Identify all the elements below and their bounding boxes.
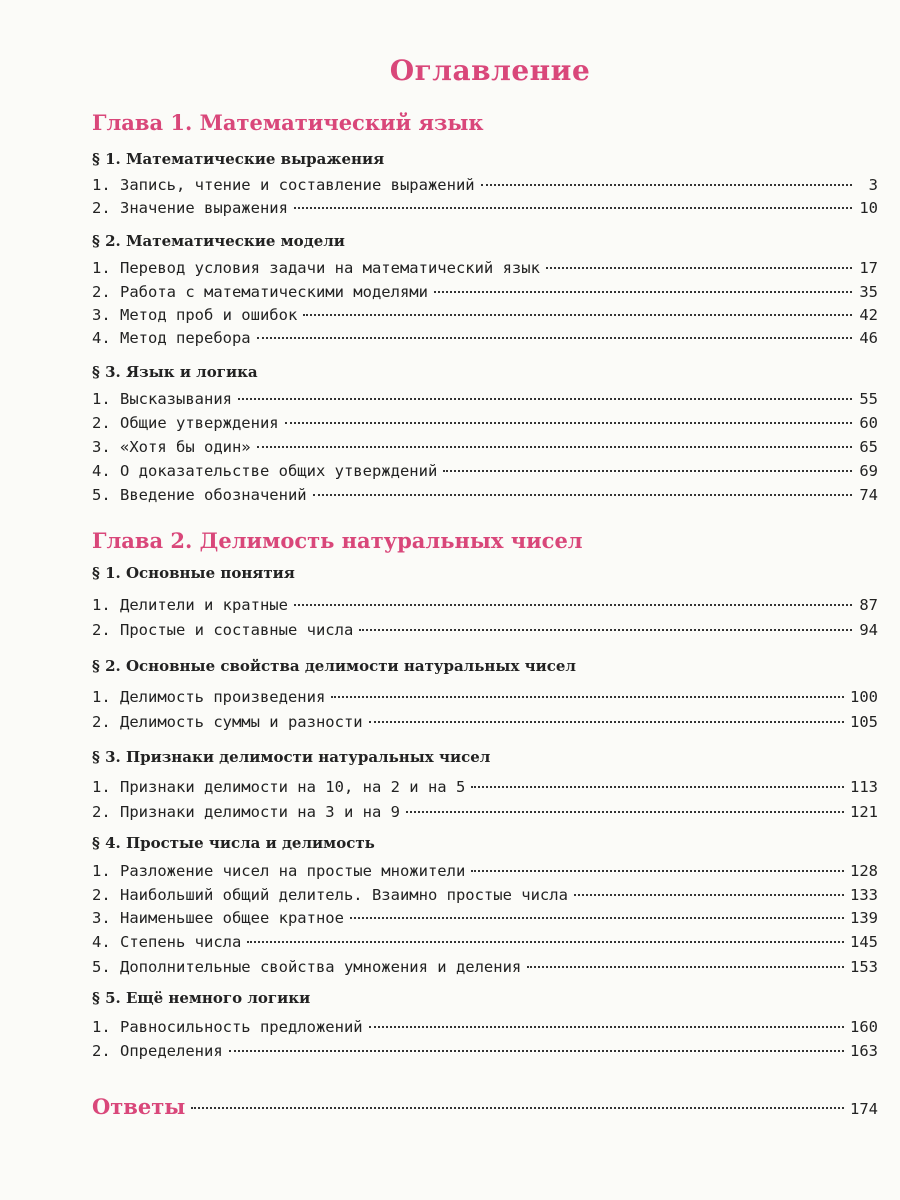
dot-leader	[247, 941, 844, 943]
dot-leader	[229, 1050, 844, 1052]
answers-entry[interactable]	[92, 1094, 878, 1120]
toc-entry-label: 1. Делимость произведения	[92, 688, 326, 706]
toc-entry-label: 5. Дополнительные свойства умножения и деления	[92, 958, 522, 976]
dot-leader	[471, 870, 844, 872]
toc-entry-page: 133	[850, 886, 878, 904]
toc-entry-label: 2. Признаки делимости на 3 и на 9	[92, 803, 400, 821]
toc-entry-label: 1. Равносильность предложений	[92, 1018, 363, 1036]
toc-entry[interactable]	[92, 596, 878, 618]
section-title: § 1. Основные понятия	[92, 564, 295, 582]
toc-entry[interactable]	[92, 486, 878, 508]
toc-entry[interactable]	[92, 176, 878, 198]
toc-entry-label: 3. Наименьшее общее кратное	[92, 909, 344, 927]
toc-entry[interactable]	[92, 438, 878, 460]
dot-leader	[369, 1026, 844, 1028]
page-title: Оглавление	[389, 54, 591, 87]
toc-entry-label: 1. Высказывания	[92, 390, 232, 408]
toc-entry-label: 3. Метод проб и ошибок	[92, 306, 298, 324]
dot-leader	[406, 811, 844, 813]
toc-entry-label: 2. Общие утверждения	[92, 414, 279, 432]
toc-entry[interactable]	[92, 1018, 878, 1040]
toc-entry-page: 3	[868, 176, 878, 194]
toc-entry-page: 46	[859, 329, 878, 347]
toc-entry[interactable]	[92, 329, 878, 351]
toc-entry-page: 121	[850, 803, 878, 821]
toc-entry-page: 87	[859, 596, 878, 614]
toc-entry-label: 1. Делители и кратные	[92, 596, 288, 614]
toc-entry-page: 113	[850, 778, 878, 796]
dot-leader	[294, 604, 852, 606]
toc-entry[interactable]	[92, 414, 878, 436]
toc-entry-label: 1. Запись, чтение и составление выражений	[92, 176, 475, 194]
dot-leader	[359, 629, 852, 631]
toc-entry-label: 4. Метод перебора	[92, 329, 251, 347]
dot-leader	[313, 494, 852, 496]
dot-leader	[238, 398, 852, 400]
toc-entry[interactable]	[92, 909, 878, 931]
dot-leader	[331, 696, 844, 698]
toc-entry-page: 160	[850, 1018, 878, 1036]
dot-leader	[481, 184, 852, 186]
toc-entry-page: 128	[850, 862, 878, 880]
answers-label: Ответы	[92, 1094, 186, 1119]
toc-entry[interactable]	[92, 713, 878, 735]
toc-entry-page: 35	[859, 283, 878, 301]
toc-entry-page: 17	[859, 259, 878, 277]
toc-entry-page: 55	[859, 390, 878, 408]
toc-entry-page: 163	[850, 1042, 878, 1060]
toc-entry-page: 100	[850, 688, 878, 706]
dot-leader	[471, 786, 844, 788]
toc-entry-page: 74	[859, 486, 878, 504]
toc-entry-page: 94	[859, 621, 878, 639]
answers-page: 174	[850, 1100, 878, 1118]
toc-entry-label: 2. Простые и составные числа	[92, 621, 354, 639]
toc-entry-label: 2. Делимость суммы и разности	[92, 713, 363, 731]
toc-entry-page: 105	[850, 713, 878, 731]
toc-entry[interactable]	[92, 462, 878, 484]
toc-entry-label: 1. Разложение чисел на простые множители	[92, 862, 466, 880]
toc-entry-page: 10	[859, 199, 878, 217]
toc-entry-label: 2. Наибольший общий делитель. Взаимно простые числа	[92, 886, 568, 904]
toc-entry[interactable]	[92, 688, 878, 710]
dot-leader	[546, 267, 852, 269]
toc-entry[interactable]	[92, 390, 878, 412]
section-title: § 3. Язык и логика	[92, 363, 258, 381]
toc-entry-label: 2. Работа с математическими моделями	[92, 283, 428, 301]
toc-entry-page: 145	[850, 933, 878, 951]
toc-entry-label: 5. Введение обозначений	[92, 486, 307, 504]
toc-entry-page: 153	[850, 958, 878, 976]
toc-entry-label: 2. Значение выражения	[92, 199, 288, 217]
toc-entry[interactable]	[92, 886, 878, 908]
toc-entry-label: 3. «Хотя бы один»	[92, 438, 251, 456]
dot-leader	[527, 966, 844, 968]
dot-leader	[285, 422, 852, 424]
toc-entry-label: 1. Признаки делимости на 10, на 2 и на 5	[92, 778, 466, 796]
toc-entry[interactable]	[92, 199, 878, 221]
section-title: § 3. Признаки делимости натуральных чисел	[92, 748, 491, 766]
toc-entry-label: 2. Определения	[92, 1042, 223, 1060]
section-title: § 1. Математические выражения	[92, 150, 385, 168]
section-title: § 2. Основные свойства делимости натуральных чисел	[92, 657, 576, 675]
dot-leader	[443, 470, 852, 472]
dot-leader	[257, 337, 852, 339]
section-title: § 2. Математические модели	[92, 232, 345, 250]
toc-entry[interactable]	[92, 862, 878, 884]
toc-entry[interactable]	[92, 933, 878, 955]
dot-leader	[350, 917, 844, 919]
toc-entry[interactable]	[92, 803, 878, 825]
dot-leader	[434, 291, 852, 293]
dot-leader	[294, 207, 852, 209]
toc-entry-label: 4. О доказательстве общих утверждений	[92, 462, 438, 480]
chapter-1-title: Глава 1. Математический язык	[92, 110, 484, 135]
dot-leader	[574, 894, 844, 896]
toc-entry[interactable]	[92, 259, 878, 281]
section-title: § 5. Ещё немного логики	[92, 989, 311, 1007]
toc-entry[interactable]	[92, 958, 878, 980]
toc-entry-label: 4. Степень числа	[92, 933, 242, 951]
toc-entry[interactable]	[92, 778, 878, 800]
toc-entry-page: 139	[850, 909, 878, 927]
toc-entry-page: 69	[859, 462, 878, 480]
toc-entry[interactable]	[92, 283, 878, 305]
dot-leader	[257, 446, 852, 448]
toc-entry-page: 42	[859, 306, 878, 324]
toc-entry[interactable]	[92, 1042, 878, 1064]
toc-entry[interactable]	[92, 306, 878, 328]
dot-leader	[369, 721, 844, 723]
dot-leader	[191, 1107, 844, 1109]
section-title: § 4. Простые числа и делимость	[92, 834, 375, 852]
toc-entry[interactable]	[92, 621, 878, 643]
toc-entry-label: 1. Перевод условия задачи на математический язык	[92, 259, 540, 277]
toc-entry-page: 60	[859, 414, 878, 432]
dot-leader	[303, 314, 852, 316]
chapter-2-title: Глава 2. Делимость натуральных чисел	[92, 528, 583, 553]
toc-entry-page: 65	[859, 438, 878, 456]
